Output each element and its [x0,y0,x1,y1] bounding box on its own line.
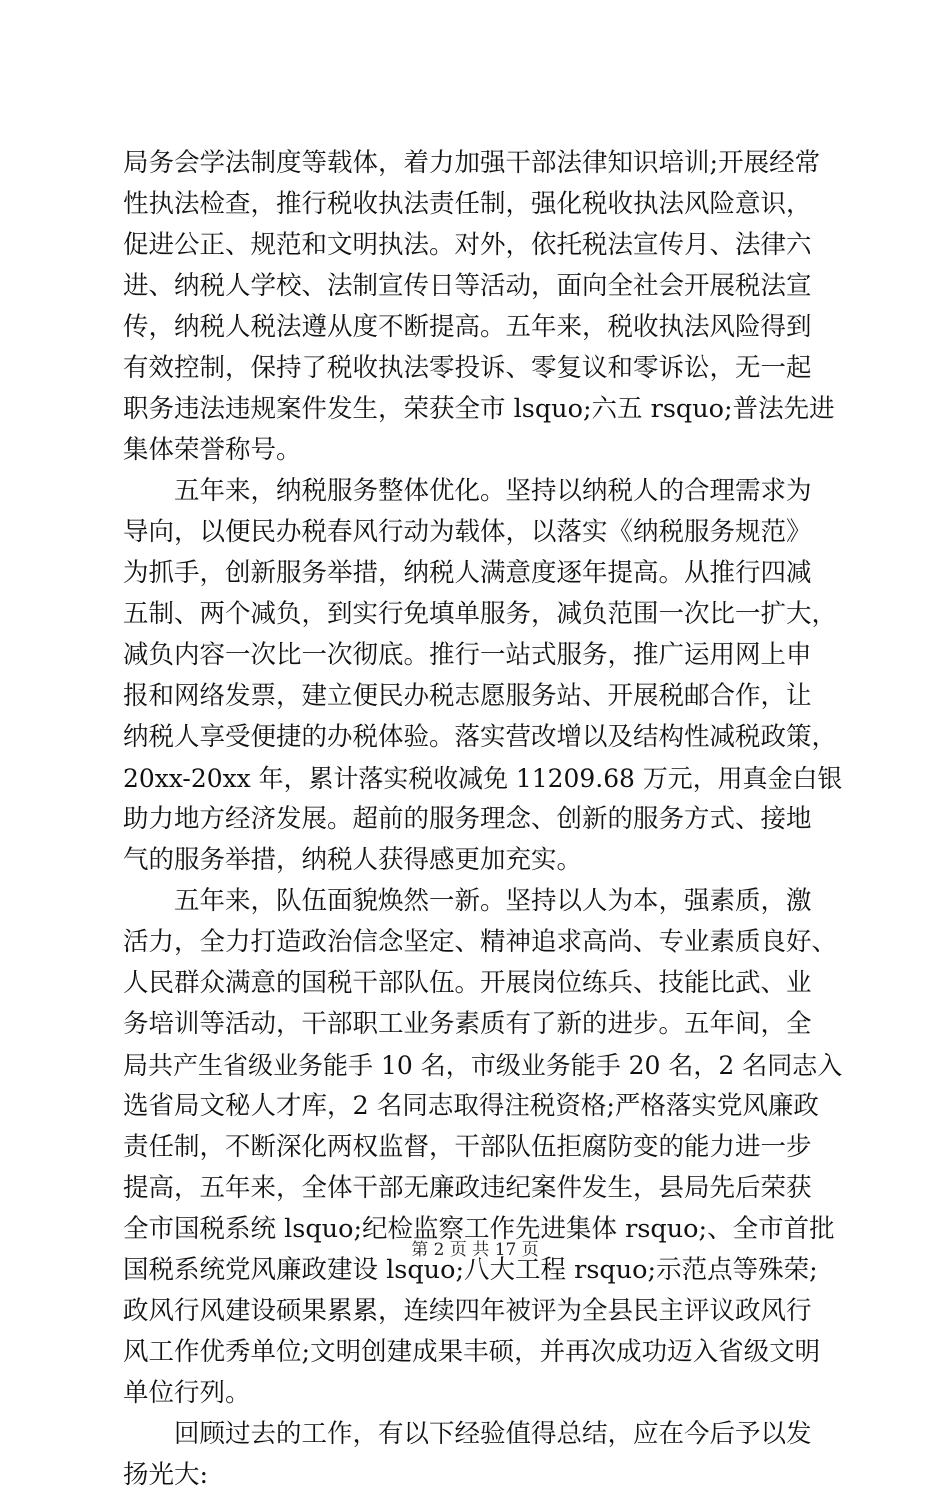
text-line: 报和网络发票，建立便民办税志愿服务站、开展税邮合作，让 [123,681,812,711]
text-line: 助力地方经济发展。超前的服务理念、创新的服务方式、接地 [123,804,812,834]
text-line: 全市国税系统 lsquo;纪检监察工作先进集体 rsquo;、全市首批 [123,1214,835,1244]
text-line: 职务违法违规案件发生，荣获全市 lsquo;六五 rsquo;普法先进 [123,394,835,424]
text-line: 五年来，队伍面貌焕然一新。坚持以人为本，强素质，激 [123,886,812,916]
body-text [123,143,843,1496]
text-line: 进、纳税人学校、法制宣传日等活动，面向全社会开展税法宣 [123,271,812,301]
text-line: 为抓手，创新服务举措，纳税人满意度逐年提高。从推行四减 [123,558,812,588]
text-line: 20xx-20xx 年，累计落实税收减免 11209.68 万元，用真金白银 [123,764,843,793]
page-footer: 第 2 页 共 17 页 [411,1240,539,1260]
text-line: 促进公正、规范和文明执法。对外，依托税法宣传月、法律六 [123,230,812,260]
text-line: 单位行列。 [123,1378,251,1408]
text-line: 减负内容一次比一次彻底。推行一站式服务，推广运用网上申 [123,640,812,670]
text-line: 有效控制，保持了税收执法零投诉、零复议和零诉讼，无一起 [123,353,812,383]
text-line: 传，纳税人税法遵从度不断提高。五年来，税收执法风险得到 [123,312,812,342]
text-line: 局务会学法制度等载体，着力加强干部法律知识培训;开展经常 [123,148,821,178]
text-line: 风工作优秀单位;文明创建成果丰硕，并再次成功迈入省级文明 [123,1337,821,1367]
text-line: 导向，以便民办税春风行动为载体，以落实《纳税服务规范》 [123,517,812,547]
text-line: 选省局文秘人才库，2 名同志取得注税资格;严格落实党风廉政 [123,1091,819,1121]
text-line: 人民群众满意的国税干部队伍。开展岗位练兵、技能比武、业 [123,968,812,998]
text-line: 气的服务举措，纳税人获得感更加充实。 [123,845,583,875]
text-line: 纳税人享受便捷的办税体验。落实营改增以及结构性减税政策， [123,722,838,752]
text-line: 活力，全力打造政治信念坚定、精神追求高尚、专业素质良好、 [123,927,838,957]
text-line: 集体荣誉称号。 [123,435,302,465]
text-line: 务培训等活动，干部职工业务素质有了新的进步。五年间，全 [123,1009,812,1039]
text-line: 国税系统党风廉政建设 lsquo;八大工程 rsquo;示范点等殊荣; [123,1255,818,1285]
text-line: 提高，五年来，全体干部无廉政违纪案件发生，县局先后荣获 [123,1173,812,1203]
text-line: 五年来，纳税服务整体优化。坚持以纳税人的合理需求为 [123,476,812,506]
text-line: 性执法检查，推行税收执法责任制，强化税收执法风险意识， [123,189,812,219]
text-line: 五制、两个减负，到实行免填单服务，减负范围一次比一扩大， [123,599,838,629]
text-line: 责任制，不断深化两权监督，干部队伍拒腐防变的能力进一步 [123,1132,812,1162]
text-line: 局共产生省级业务能手 10 名，市级业务能手 20 名，2 名同志入 [123,1051,843,1080]
text-line: 回顾过去的工作，有以下经验值得总结，应在今后予以发 [123,1419,812,1449]
text-line: 政风行风建设硕果累累，连续四年被评为全县民主评议政风行 [123,1296,812,1326]
text-line: 扬光大: [123,1460,209,1490]
